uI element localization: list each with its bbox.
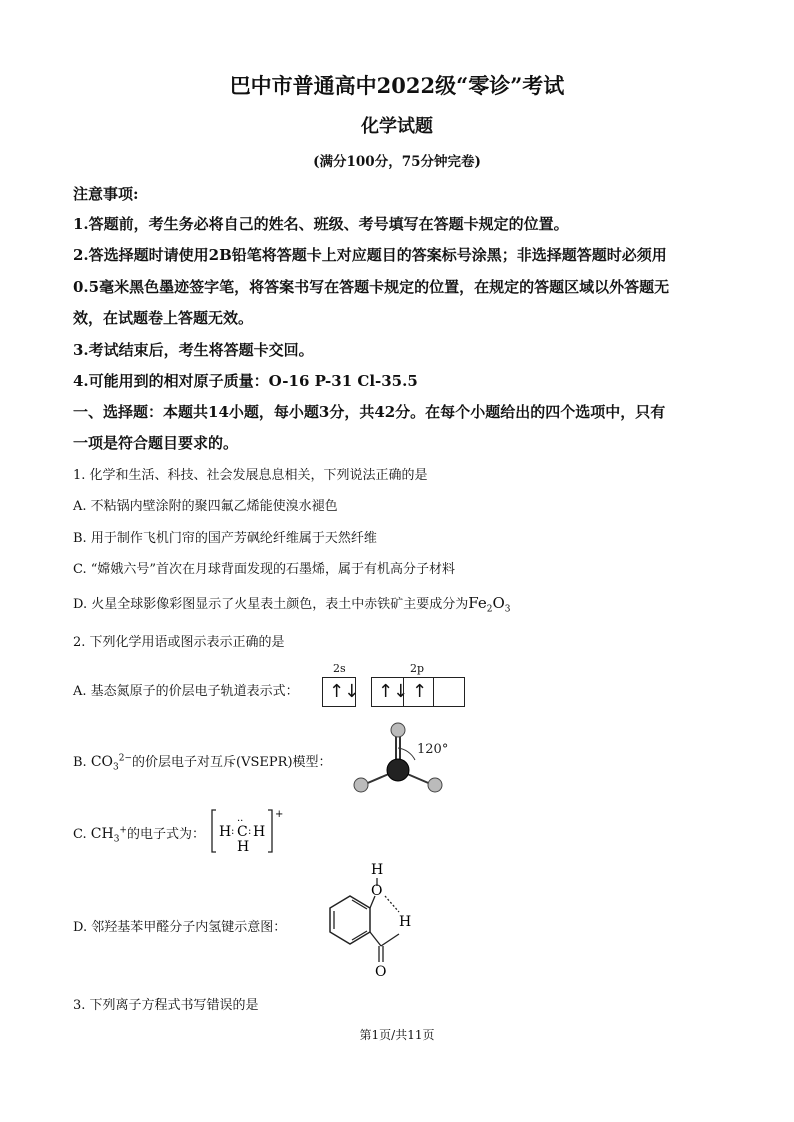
orbital-box-2p	[371, 677, 465, 707]
q1-option-c: C. “嫦娥六号”首次在月球背面发现的石墨烯，属于有机高分子材料	[73, 562, 456, 577]
orbital-label-2p: 2p	[410, 662, 425, 675]
q1-formula-fe: Fe	[468, 594, 487, 612]
q2-option-b	[73, 751, 332, 773]
q2-option-c	[73, 823, 205, 845]
carbonyl-o-label: O	[375, 964, 387, 980]
orbital-label-2s: 2s	[333, 662, 346, 675]
q1-formula-sub2: 3	[504, 604, 511, 615]
exam-title: 巴中市普通高中2022级“零诊”考试	[229, 73, 565, 98]
h-atom-bottom: H	[237, 839, 250, 855]
note-2-line-1: 2.答选择题时请使用2B铅笔将答题卡上对应题目的答案标号涂黑；非选择题答题时必须用	[73, 246, 667, 264]
q2-c-suffix: 的电子式为：	[126, 827, 205, 842]
q1-option-d-text: D. 火星全球影像彩图显示了火星表土颜色，表土中赤铁矿主要成分为	[73, 597, 469, 612]
vsepr-model-diagram	[345, 718, 455, 793]
q2-b-sub: 3	[113, 762, 119, 773]
q1-formula-o: O	[492, 594, 505, 612]
q2-c-prefix: C.	[73, 827, 87, 842]
bond-angle-label: 120°	[417, 742, 449, 757]
subject-title: 化学试题	[361, 116, 433, 137]
notes-heading: 注意事项:	[73, 185, 139, 203]
q2-b-prefix: B.	[73, 755, 87, 770]
q1-option-d	[73, 593, 510, 615]
note-2-line-3: 效，在试题卷上答题无效。	[73, 309, 254, 327]
note-1: 1.答题前，考生务必将自己的姓名、班级、考号填写在答题卡规定的位置。	[73, 215, 569, 233]
orbital-box-2s	[322, 677, 360, 707]
exam-info: (满分100分，75分钟完卷)	[313, 154, 481, 170]
electron-pair-top: ··	[237, 816, 244, 827]
q2-c-ion: CH	[90, 826, 114, 842]
q2-b-sup: 2−	[118, 753, 133, 764]
q2-c-sup: +	[119, 825, 127, 836]
h-atom-left: H	[219, 824, 232, 840]
q1-stem: 1. 化学和生活、科技、社会发展息息相关，下列说法正确的是	[73, 468, 428, 483]
note-3: 3.考试结束后，考生将答题卡交回。	[73, 341, 314, 359]
note-4: 4.可能用到的相对原子质量：O-16 P-31 Cl-35.5	[73, 372, 418, 390]
spin-up-down-icon: ↑↓	[329, 681, 360, 702]
q2-b-suffix: 的价层电子对互斥(VSEPR)模型：	[132, 755, 332, 770]
q2-stem: 2. 下列化学用语或图示表示正确的是	[73, 635, 285, 650]
q2-c-sub: 3	[113, 834, 120, 845]
electron-pair-right: :	[248, 826, 252, 837]
q1-option-b: B. 用于制作飞机门帘的国产芳砜纶纤维属于天然纤维	[73, 531, 377, 546]
c-atom: C	[237, 824, 248, 840]
spin-up-down-icon: ↑↓	[378, 681, 409, 702]
hydroxyl-h-label: H	[371, 862, 384, 878]
section-1-line-2: 一项是符合题目要求的。	[73, 434, 239, 452]
charge-label: +	[275, 809, 283, 820]
electron-pair-left: :	[231, 826, 235, 837]
section-1-line-1: 一、选择题：本题共14小题，每小题3分，共42分。在每个小题给出的四个选项中，只有	[73, 403, 666, 421]
salicylaldehyde-hbond-diagram	[295, 858, 425, 983]
page-number: 第1页/共11页	[359, 1028, 435, 1042]
q2-b-ion: CO	[90, 754, 114, 770]
q1-formula-sub1: 2	[486, 604, 493, 615]
q3-stem: 3. 下列离子方程式书写错误的是	[73, 998, 259, 1013]
spin-up-icon: ↑	[412, 681, 428, 702]
aldehyde-h-label: H	[399, 914, 412, 930]
hydroxyl-o-label: O	[371, 883, 383, 899]
q2-option-d: D. 邻羟基苯甲醛分子内氢键示意图：	[73, 920, 287, 935]
note-2-line-2: 0.5毫米黑色墨迹签字笔，将答案书写在答题卡规定的位置，在规定的答题区域以外答题无	[73, 278, 670, 296]
q1-option-a: A. 不粘锅内壁涂附的聚四氟乙烯能使溴水褪色	[73, 499, 338, 514]
h-atom-right: H	[253, 824, 266, 840]
q2-option-a: A. 基态氮原子的价层电子轨道表示式：	[73, 684, 299, 699]
electron-dot-diagram	[208, 806, 283, 856]
